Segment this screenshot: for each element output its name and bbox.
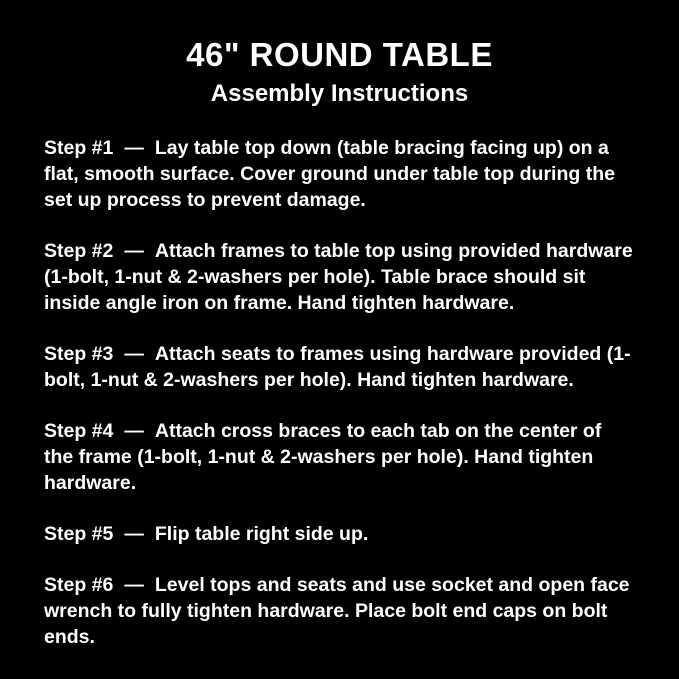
step-separator: — [124,419,144,442]
steps-list [44,135,635,650]
step-3 [44,341,635,393]
step-5 [44,521,635,547]
step-text: Attach cross braces to each tab on the center of the frame (1-bolt, 1-nut & 2-washers per hole). Hand tighten hardware. [44,419,602,494]
step-text: Lay table top down (table bracing facing up) on a flat, smooth surface. Cover ground under table top during the set up process to prevent damage. [44,136,615,211]
step-separator: — [124,573,144,596]
step-4 [44,418,635,496]
page-subtitle: Assembly Instructions [210,79,469,107]
step-separator: — [124,136,144,159]
step-label: Step #5 [44,522,114,545]
step-2 [44,238,635,316]
step-text: Flip table right side up. [154,522,369,545]
step-6 [44,572,635,650]
step-label: Step #1 [44,136,114,159]
step-separator: — [124,522,144,545]
step-text: Level tops and seats and use socket and open face wrench to fully tighten hardware. Place bolt end caps on bolt ends. [44,573,630,648]
step-label: Step #4 [44,419,114,442]
step-label: Step #6 [44,573,114,596]
page-title: 46" ROUND TABLE [186,36,493,73]
step-label: Step #2 [44,239,114,262]
step-1 [44,135,635,213]
step-label: Step #3 [44,342,114,365]
step-text: Attach seats to frames using hardware provided (1-bolt, 1-nut & 2-washers per hole). Hand tighten hardware. [44,342,631,391]
step-separator: — [124,239,144,262]
step-text: Attach frames to table top using provided hardware (1-bolt, 1-nut & 2-washers per hole). Table brace should sit inside angle iron on frame. Hand tighten hardware. [44,239,633,314]
step-separator: — [124,342,144,365]
